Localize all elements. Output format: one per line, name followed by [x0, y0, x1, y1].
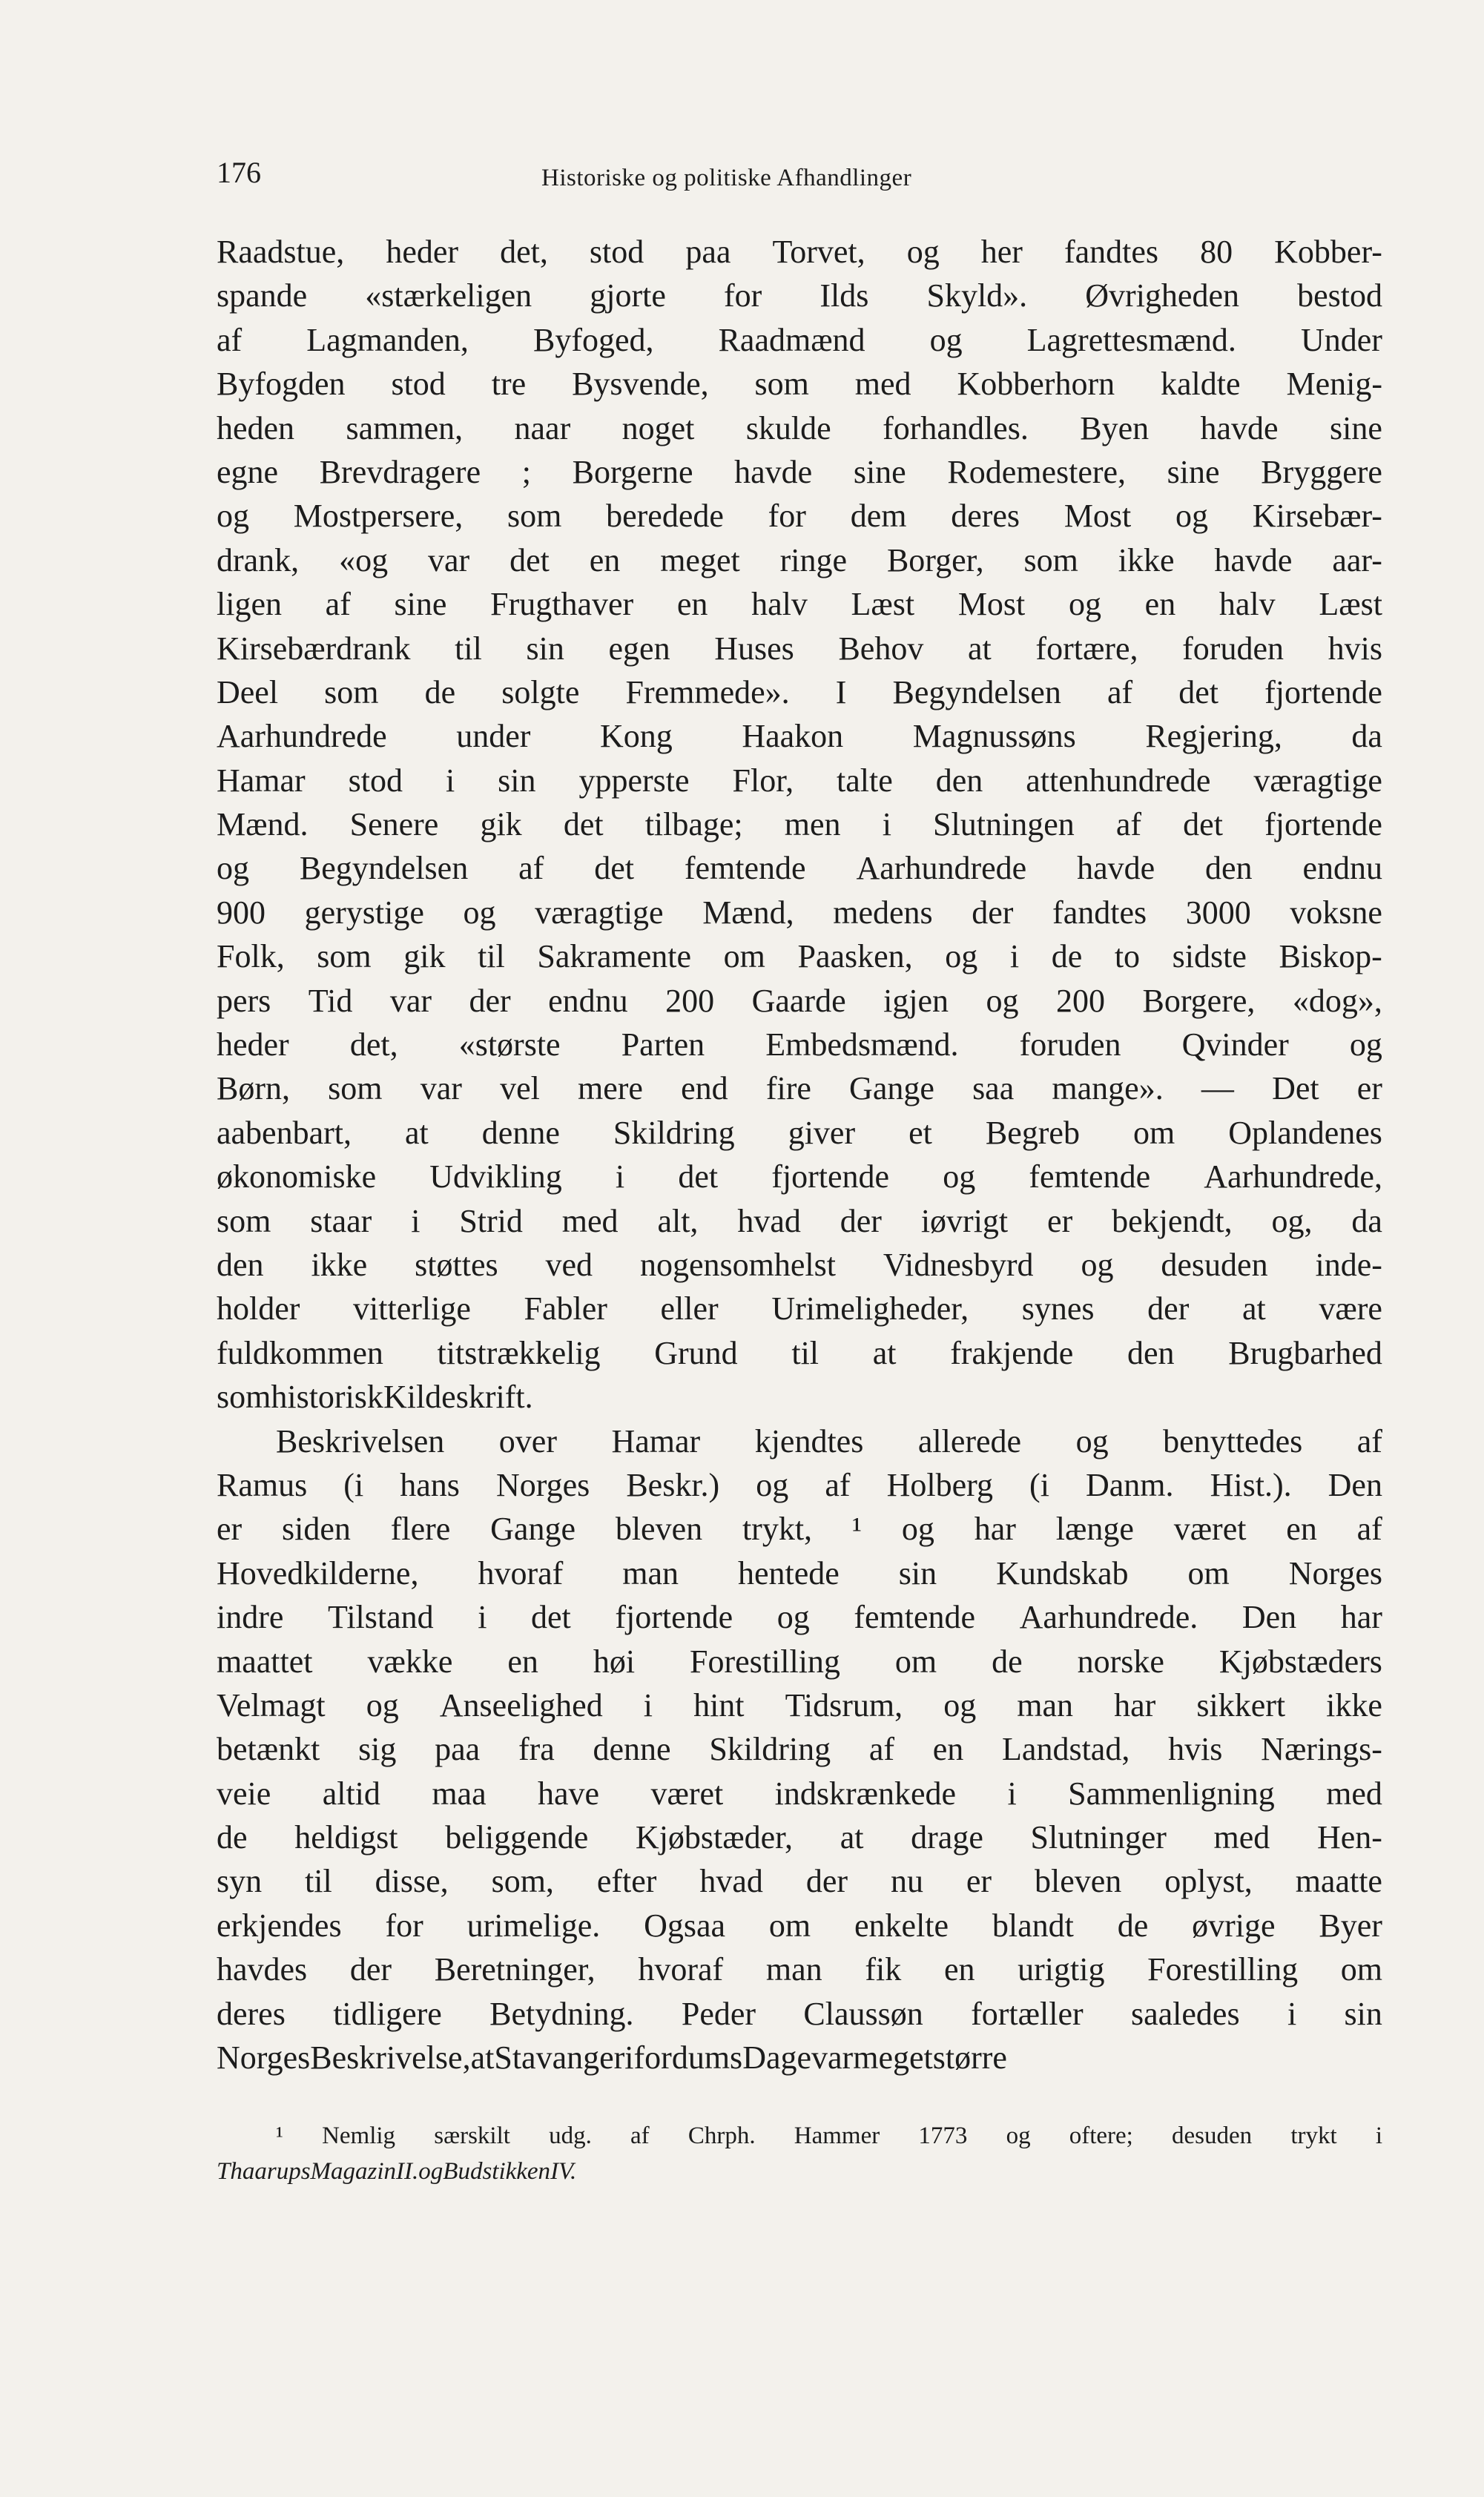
text-line: maattet vække en høi Forestilling om de norske Kjøbstæders	[217, 1643, 1382, 1680]
running-title: Historiske og politiske Afhandlinger	[541, 165, 912, 191]
page-number: 176	[217, 156, 261, 189]
text-line: Folk, som gik til Sakramente om Paasken, og i de to sidste Biskop-	[217, 938, 1382, 975]
text-line: pers Tid var der endnu 200 Gaarde igjen og 200 Borgere, «dog»,	[217, 982, 1382, 1019]
text-line: Deel som de solgte Fremmede». I Begyndelsen af det fjortende	[217, 673, 1382, 710]
text-line: og Mostpersere, som beredede for dem deres Most og Kirsebær-	[217, 498, 1382, 535]
text-line: heden sammen, naar noget skulde forhandles. Byen havde sine	[217, 409, 1382, 446]
text-line: den ikke støttes ved nogensomhelst Vidnesbyrd og desuden inde-	[217, 1246, 1382, 1283]
text-line: Ramus (i hans Norges Beskr.) og af Holberg (i Danm. Hist.). Den	[217, 1466, 1382, 1503]
text-line: Velmagt og Anseelighed i hint Tidsrum, og man har sikkert ikke	[217, 1686, 1382, 1724]
text-line: veie altid maa have været indskrænkede i Sammenligning med	[217, 1775, 1382, 1812]
text-line: Hamar stod i sin ypperste Flor, talte den attenhundrede væragtige	[217, 762, 1382, 799]
text-line: indre Tilstand i det fjortende og femtende Aarhundrede. Den har	[217, 1599, 1382, 1636]
text-line: fuldkommen titstrækkelig Grund til at frakjende den Brugbarhed	[217, 1334, 1382, 1371]
text-line: egne Brevdragere ; Borgerne havde sine Rodemestere, sine Bryggere	[217, 453, 1382, 490]
text-line: Beskrivelsen over Hamar kjendtes allerede og benyttedes af	[276, 1422, 1382, 1459]
text-line: syn til disse, som, efter hvad der nu er bleven oplyst, maatte	[217, 1863, 1382, 1900]
text-line: økonomiske Udvikling i det fjortende og femtende Aarhundrede,	[217, 1158, 1382, 1195]
text-line: drank, «og var det en meget ringe Borger, som ikke havde aar-	[217, 541, 1382, 578]
text-line: ligen af sine Frugthaver en halv Læst Most og en halv Læst	[217, 586, 1382, 623]
text-line: de heldigst beliggende Kjøbstæder, at drage Slutninger med Hen-	[217, 1819, 1382, 1856]
text-line: aabenbart, at denne Skildring giver et Begreb om Oplandenes	[217, 1114, 1382, 1151]
text-line: Mænd. Senere gik det tilbage; men i Slutningen af det fjortende	[217, 806, 1382, 843]
text-line: og Begyndelsen af det femtende Aarhundrede havde den endnu	[217, 850, 1382, 887]
text-line: Hovedkilderne, hvoraf man hentede sin Kundskab om Norges	[217, 1554, 1382, 1591]
text-line: spande «stærkeligen gjorte for Ilds Skyld». Øvrigheden bestod	[217, 277, 1382, 314]
text-line: Børn, som var vel mere end fire Gange saa mange». — Det er	[217, 1070, 1382, 1107]
text-line: 900 gerystige og væragtige Mænd, medens der fandtes 3000 voksne	[217, 894, 1382, 931]
text-line: Aarhundrede under Kong Haakon Magnussøns Regjering, da	[217, 718, 1382, 755]
text-line: Norges Beskrivelse, at Stavanger i fordums Dage var meget større	[217, 2039, 1007, 2077]
text-line: som historisk Kildeskrift.	[217, 1379, 533, 1416]
text-line: deres tidligere Betydning. Peder Claussøn fortæller saaledes i sin	[217, 1995, 1382, 2032]
text-line: heder det, «største Parten Embedsmænd. foruden Qvinder og	[217, 1026, 1382, 1063]
text-line: havdes der Beretninger, hvoraf man fik en urigtig Forestilling om	[217, 1951, 1382, 1988]
text-line: erkjendes for urimelige. Ogsaa om enkelte blandt de øvrige Byer	[217, 1907, 1382, 1944]
text-line: betænkt sig paa fra denne Skildring af en Landstad, hvis Nærings-	[217, 1731, 1382, 1768]
text-line: som staar i Strid med alt, hvad der iøvrigt er bekjendt, og, da	[217, 1202, 1382, 1239]
text-line: Raadstue, heder det, stod paa Torvet, og her fandtes 80 Kobber-	[217, 234, 1382, 270]
body-text	[217, 230, 1382, 2079]
text-line: holder vitterlige Fabler eller Urimeligheder, synes der at være	[217, 1290, 1382, 1327]
footnote-line: ¹ Nemlig særskilt udg. af Chrph. Hammer 1773 og oftere; desuden trykt i	[276, 2122, 1382, 2149]
text-line: af Lagmanden, Byfoged, Raadmænd og Lagrettesmænd. Under	[217, 321, 1382, 358]
text-line: er siden flere Gange bleven trykt, ¹ og har længe været en af	[217, 1511, 1382, 1548]
footnote-line: Thaarups Magazin II. og Budstikken IV.	[217, 2158, 577, 2185]
text-line: Kirsebærdrank til sin egen Huses Behov at fortære, foruden hvis	[217, 630, 1382, 667]
text-line: Byfogden stod tre Bysvende, som med Kobberhorn kaldte Menig-	[217, 366, 1382, 403]
footnotes	[217, 2118, 1382, 2189]
